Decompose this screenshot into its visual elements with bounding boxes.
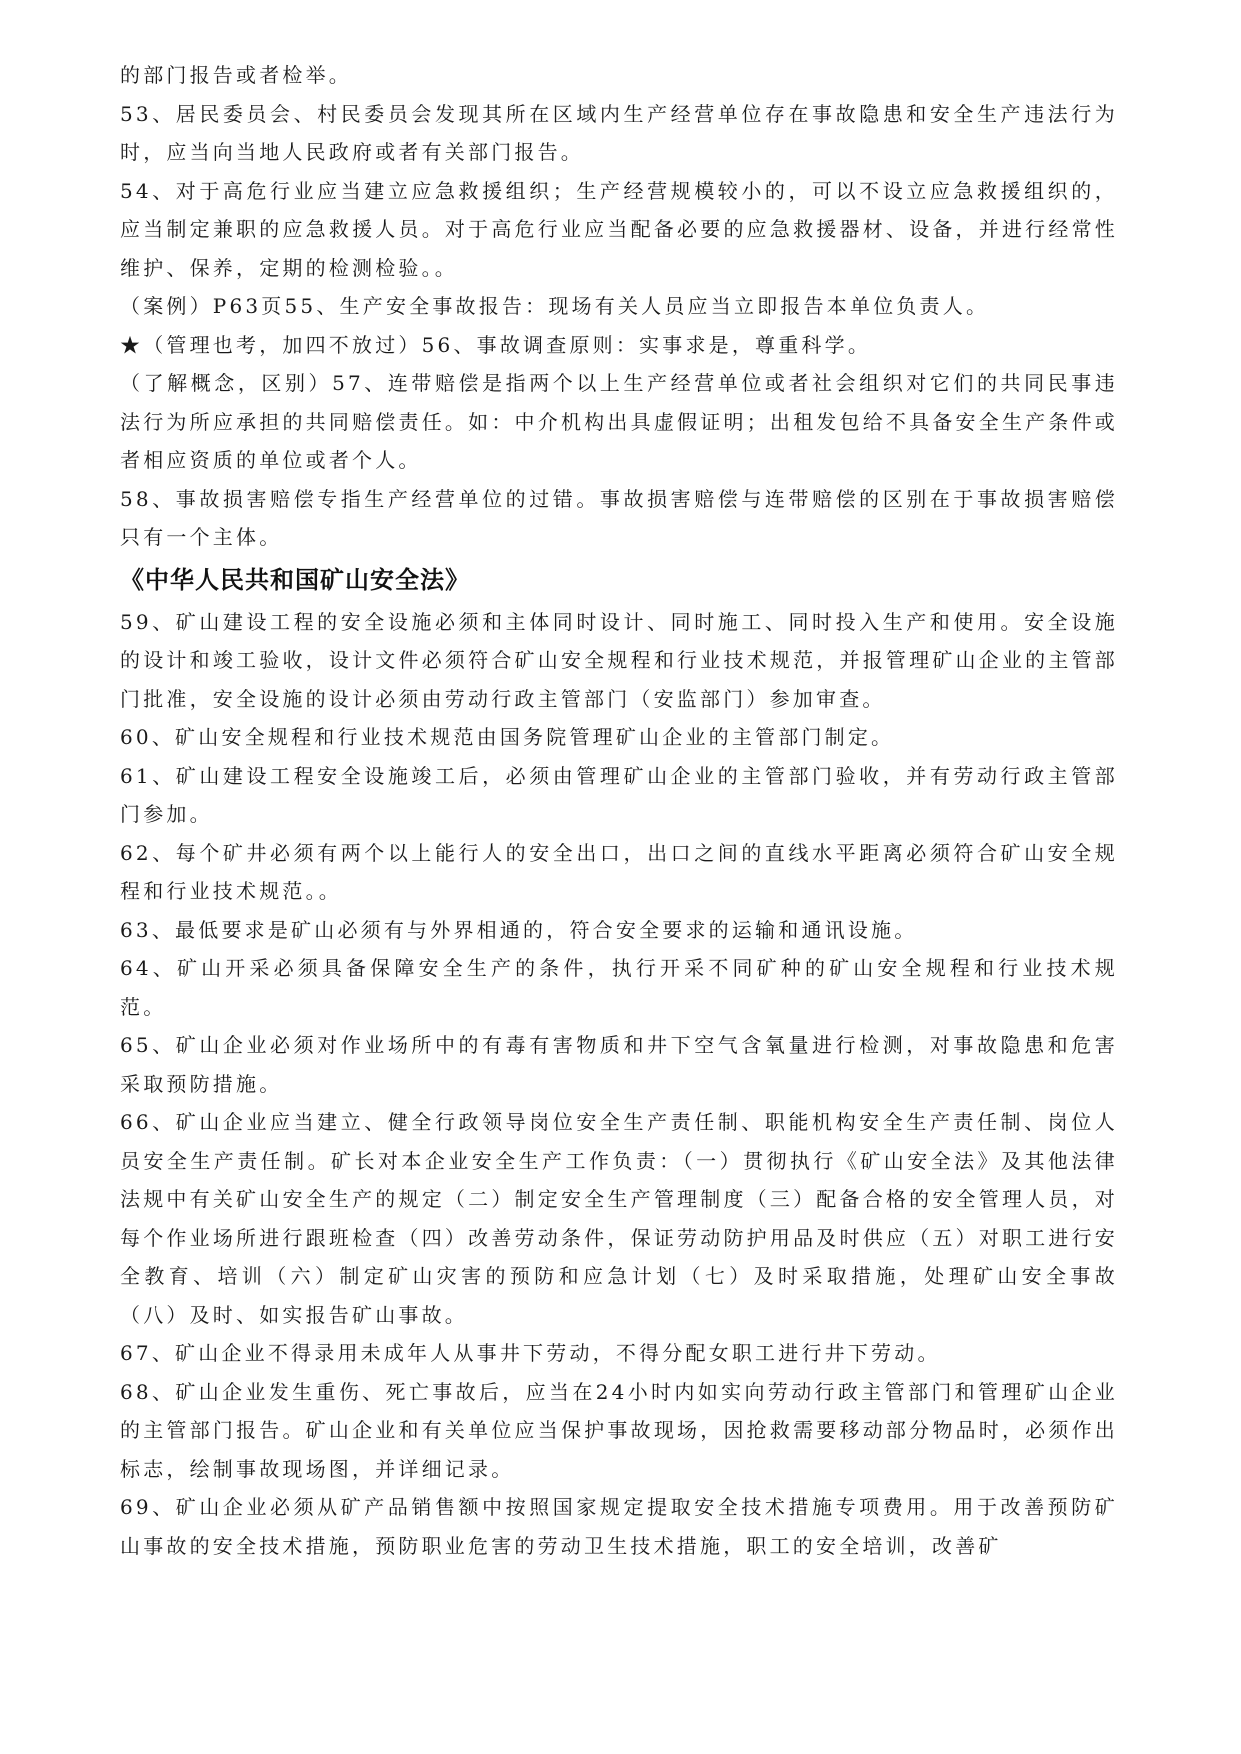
paragraph-54: 54、对于高危行业应当建立应急救援组织；生产经营规模较小的，可以不设立应急救援组织的，应当制定兼职的应急救援人员。对于高危行业应当配备必要的应急救援器材、设备，并进行经常性维护、保养，定期的检测检验。。: [120, 178, 1118, 280]
paragraph-66: 66、矿山企业应当建立、健全行政领导岗位安全生产责任制、职能机构安全生产责任制、岗位人员安全生产责任制。矿长对本企业安全生产工作负责：（一）贯彻执行《矿山安全法》及其他法律法规中有关矿山安全生产的规定（二）制定安全生产管理制度（三）配备合格的安全管理人员，对每个作业场所进行跟班检查（四）改善劳动条件，保证劳动防护用品及时供应（五）对职工进行安全教育、培训（六）制定矿山灾害的预防和应急计划（七）及时采取措施，处理矿山安全事故（八）及时、如实报告矿山事故。: [120, 1110, 1118, 1327]
paragraph-59: 59、矿山建设工程的安全设施必须和主体同时设计、同时施工、同时投入生产和使用。安全设施的设计和竣工验收，设计文件必须符合矿山安全规程和行业技术规范，并报管理矿山企业的主管部门批准，安全设施的设计必须由劳动行政主管部门（安监部门）参加审查。: [120, 609, 1118, 711]
paragraph-65: 65、矿山企业必须对作业场所中的有毒有害物质和井下空气含氧量进行检测，对事故隐患和危害采取预防措施。: [120, 1033, 1118, 1096]
paragraph-57: （了解概念，区别）57、连带赔偿是指两个以上生产经营单位或者社会组织对它们的共同民事违法行为所应承担的共同赔偿责任。如：中介机构出具虚假证明；出租发包给不具备安全生产条件或者相应资质的单位或者个人。: [120, 371, 1118, 472]
paragraph-56: ★（管理也考，加四不放过）56、事故调查原则：实事求是，尊重科学。: [120, 332, 872, 357]
document-page: [120, 56, 1118, 1565]
paragraph-62: 62、每个矿井必须有两个以上能行人的安全出口，出口之间的直线水平距离必须符合矿山安全规程和行业技术规范。。: [120, 840, 1118, 903]
paragraph-53: 53、居民委员会、村民委员会发现其所在区域内生产经营单位存在事故隐患和安全生产违法行为时，应当向当地人民政府或者有关部门报告。: [120, 101, 1118, 164]
paragraph-60: 60、矿山安全规程和行业技术规范由国务院管理矿山企业的主管部门制定。: [120, 725, 895, 749]
paragraph-64: 64、矿山开采必须具备保障安全生产的条件，执行开采不同矿种的矿山安全规程和行业技术规范。: [120, 956, 1118, 1019]
paragraph-68: 68、矿山企业发生重伤、死亡事故后，应当在24小时内如实向劳动行政主管部门和管理矿山企业的主管部门报告。矿山企业和有关单位应当保护事故现场，因抢救需要移动部分物品时，必须作出标志，绘制事故现场图，并详细记录。: [120, 1379, 1118, 1481]
paragraph-67: 67、矿山企业不得录用未成年人从事井下劳动，不得分配女职工进行井下劳动。: [120, 1341, 941, 1365]
paragraph-61: 61、矿山建设工程安全设施竣工后，必须由管理矿山企业的主管部门验收，并有劳动行政主管部门参加。: [120, 763, 1118, 826]
paragraph-55: （案例）P63页55、生产安全事故报告：现场有关人员应当立即报告本单位负责人。: [120, 294, 990, 318]
paragraph: 的部门报告或者检举。: [120, 63, 352, 87]
paragraph-69: 69、矿山企业必须从矿产品销售额中按照国家规定提取安全技术措施专项费用。用于改善预防矿山事故的安全技术措施，预防职业危害的劳动卫生技术措施，职工的安全培训，改善矿: [120, 1495, 1118, 1558]
section-heading: 《中华人民共和国矿山安全法》: [120, 565, 470, 594]
paragraph-63: 63、最低要求是矿山必须有与外界相通的，符合安全要求的运输和通讯设施。: [120, 917, 918, 942]
paragraph-58: 58、事故损害赔偿专指生产经营单位的过错。事故损害赔偿与连带赔偿的区别在于事故损害赔偿只有一个主体。: [120, 486, 1118, 549]
